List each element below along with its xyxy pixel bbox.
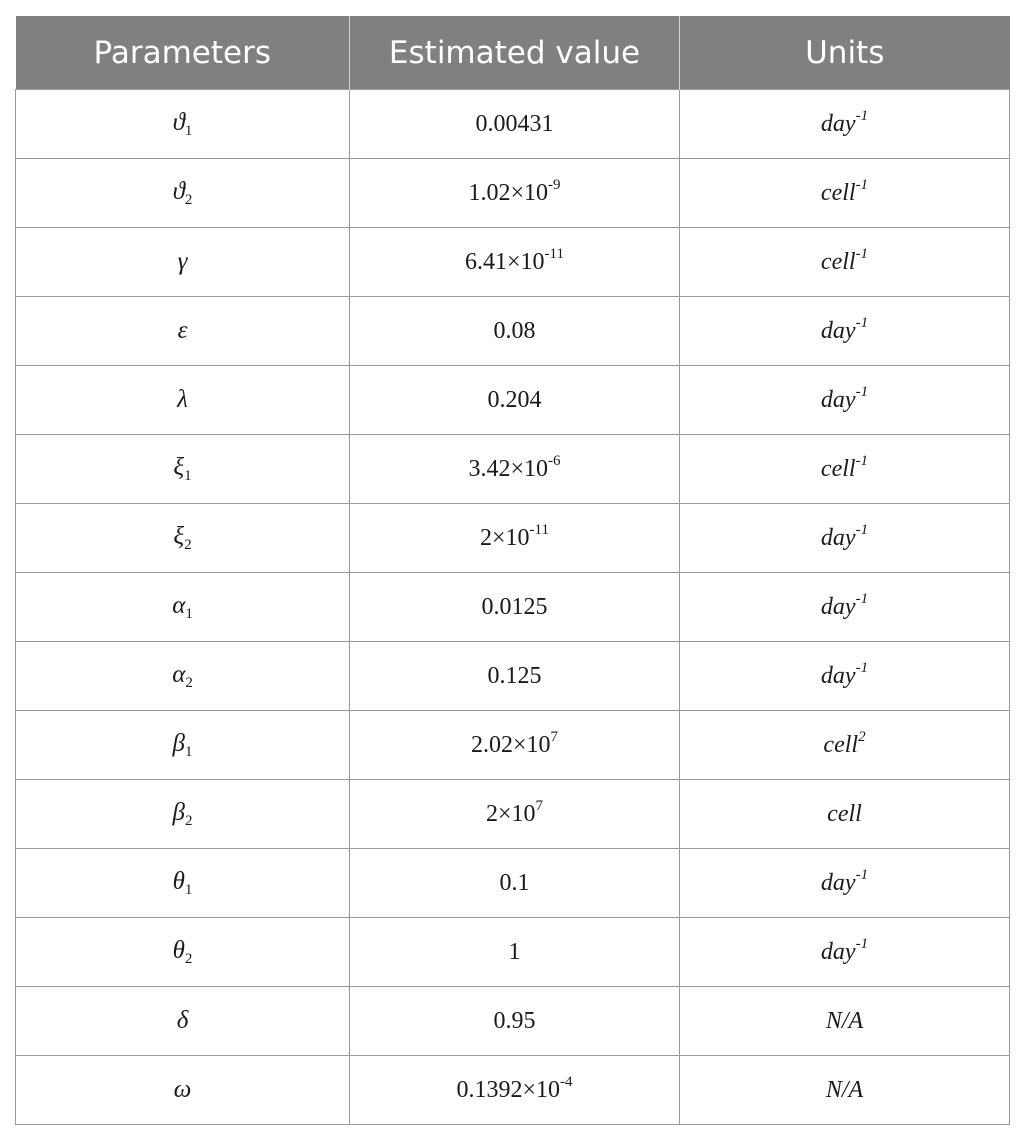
estimated-value-cell: 0.00431 <box>350 90 680 159</box>
unit-text: day$^{-1}$ <box>820 866 869 896</box>
unit-text: day$^{-1}$ <box>820 107 869 137</box>
table-row <box>16 711 1010 780</box>
unit-exponent: -1 <box>855 107 869 124</box>
table-row <box>16 780 1010 849</box>
parameter-symbol: δ <box>176 1007 189 1034</box>
parameter-cell <box>16 780 350 849</box>
unit-text: day$^{-1}$ <box>820 521 869 551</box>
parameter-cell <box>16 987 350 1056</box>
parameter-subscript: 2 <box>184 536 192 553</box>
parameter-subscript: 1 <box>184 743 193 760</box>
table-row <box>16 918 1010 987</box>
table-row <box>16 435 1010 504</box>
estimated-value-cell: 0.1 <box>350 849 680 918</box>
parameter-symbol: γ <box>177 248 188 275</box>
table-row <box>16 297 1010 366</box>
parameter-symbol: $ϑ_1$ <box>172 108 193 139</box>
units-cell <box>680 297 1010 366</box>
unit-exponent: -1 <box>855 383 869 400</box>
header-units: Units <box>680 16 1010 90</box>
unit-text: day$^{-1}$ <box>820 314 869 344</box>
parameter-symbol: ε <box>177 317 188 344</box>
estimated-value-cell: $1.02\times 10^{-9}$ <box>350 159 680 228</box>
header-estimated-value: Estimated value <box>350 16 680 90</box>
units-cell <box>680 366 1010 435</box>
table-row <box>16 159 1010 228</box>
parameter-cell <box>16 711 350 780</box>
parameter-symbol: $\alpha_2$ <box>172 660 193 691</box>
estimated-value-cell: $0.1392\times 10^{-4}$ <box>350 1056 680 1125</box>
value-exponent: 7 <box>535 797 544 814</box>
parameter-symbol: $\theta_2$ <box>172 936 193 967</box>
header-parameters: Parameters <box>16 16 350 90</box>
unit-exponent: -1 <box>855 452 869 469</box>
parameter-cell <box>16 1056 350 1125</box>
units-cell <box>680 159 1010 228</box>
unit-text: day$^{-1}$ <box>820 590 869 620</box>
unit-exponent: -1 <box>855 245 869 262</box>
units-cell <box>680 918 1010 987</box>
estimated-value-cell: $6.41\times 10^{-11}$ <box>350 228 680 297</box>
value-exponent: -11 <box>544 245 564 262</box>
table-header <box>16 16 1010 90</box>
unit-text: N/A <box>825 1076 864 1103</box>
header-row <box>16 16 1010 90</box>
estimated-value-cell: 0.0125 <box>350 573 680 642</box>
unit-text: cell$^{-1}$ <box>820 452 869 482</box>
estimated-value-cell: 0.204 <box>350 366 680 435</box>
parameter-symbol: $\beta_2$ <box>172 798 193 829</box>
estimated-value-cell: $2.02\times 10^7$ <box>350 711 680 780</box>
table-row <box>16 987 1010 1056</box>
parameter-subscript: 2 <box>184 812 193 829</box>
units-cell <box>680 1056 1010 1125</box>
unit-exponent: -1 <box>855 521 869 538</box>
parameter-cell <box>16 366 350 435</box>
value-exponent: 7 <box>550 728 559 745</box>
table-row <box>16 366 1010 435</box>
table-row <box>16 228 1010 297</box>
parameter-subscript: 1 <box>184 122 193 139</box>
units-cell <box>680 504 1010 573</box>
unit-text: cell <box>827 800 862 827</box>
parameter-cell <box>16 642 350 711</box>
parameter-subscript: 1 <box>184 881 193 898</box>
table-row <box>16 849 1010 918</box>
parameter-cell <box>16 918 350 987</box>
unit-text: day$^{-1}$ <box>820 935 869 965</box>
table-row <box>16 573 1010 642</box>
unit-text: N/A <box>825 1007 864 1034</box>
unit-exponent: -1 <box>855 935 869 952</box>
value-exponent: -4 <box>560 1073 573 1090</box>
parameter-symbol: ω <box>173 1076 192 1103</box>
table-row <box>16 504 1010 573</box>
parameter-subscript: 1 <box>185 605 193 622</box>
unit-exponent: -1 <box>855 659 869 676</box>
parameter-symbol: $ϑ_2$ <box>172 177 193 208</box>
table-body <box>16 90 1010 1125</box>
parameter-symbol: $\xi_2$ <box>173 522 192 553</box>
units-cell <box>680 849 1010 918</box>
parameter-cell <box>16 159 350 228</box>
estimated-value-cell: 0.125 <box>350 642 680 711</box>
units-cell <box>680 987 1010 1056</box>
estimated-value-cell: $2\times 10^{-11}$ <box>350 504 680 573</box>
parameter-symbol: $\alpha_1$ <box>172 591 193 622</box>
estimated-value-cell: 0.95 <box>350 987 680 1056</box>
table-row <box>16 1056 1010 1125</box>
units-cell <box>680 780 1010 849</box>
unit-text: cell$^2$ <box>823 728 866 758</box>
parameter-subscript: 2 <box>184 191 193 208</box>
parameter-cell <box>16 504 350 573</box>
parameter-cell <box>16 573 350 642</box>
estimated-value-cell: 1 <box>350 918 680 987</box>
estimated-value-cell: $3.42\times 10^{-6}$ <box>350 435 680 504</box>
table-row <box>16 90 1010 159</box>
unit-exponent: -1 <box>855 314 869 331</box>
parameter-cell <box>16 228 350 297</box>
unit-exponent: -1 <box>855 176 869 193</box>
parameter-cell <box>16 435 350 504</box>
unit-exponent: 2 <box>858 728 866 745</box>
unit-text: day$^{-1}$ <box>820 659 869 689</box>
unit-exponent: -1 <box>855 590 869 607</box>
unit-text: cell$^{-1}$ <box>820 245 869 275</box>
estimated-value-cell: 0.08 <box>350 297 680 366</box>
parameter-symbol: $\theta_1$ <box>172 867 193 898</box>
units-cell <box>680 711 1010 780</box>
parameter-subscript: 2 <box>184 950 193 967</box>
value-exponent: -9 <box>548 176 561 193</box>
units-cell <box>680 435 1010 504</box>
units-cell <box>680 90 1010 159</box>
units-cell <box>680 573 1010 642</box>
parameter-symbol: λ <box>177 386 188 413</box>
unit-text: cell$^{-1}$ <box>820 176 869 206</box>
value-exponent: -11 <box>529 521 549 538</box>
parameter-subscript: 1 <box>184 467 192 484</box>
units-cell <box>680 228 1010 297</box>
units-cell <box>680 642 1010 711</box>
estimated-value-cell: $2\times 10^7$ <box>350 780 680 849</box>
unit-exponent: -1 <box>855 866 869 883</box>
unit-text: day$^{-1}$ <box>820 383 869 413</box>
parameters-table <box>15 16 1010 1125</box>
parameter-cell <box>16 849 350 918</box>
parameter-cell <box>16 297 350 366</box>
value-exponent: -6 <box>548 452 561 469</box>
parameter-subscript: 2 <box>185 674 193 691</box>
parameter-symbol: $\xi_1$ <box>173 453 192 484</box>
parameter-cell <box>16 90 350 159</box>
table-row <box>16 642 1010 711</box>
parameter-symbol: $\beta_1$ <box>172 729 193 760</box>
